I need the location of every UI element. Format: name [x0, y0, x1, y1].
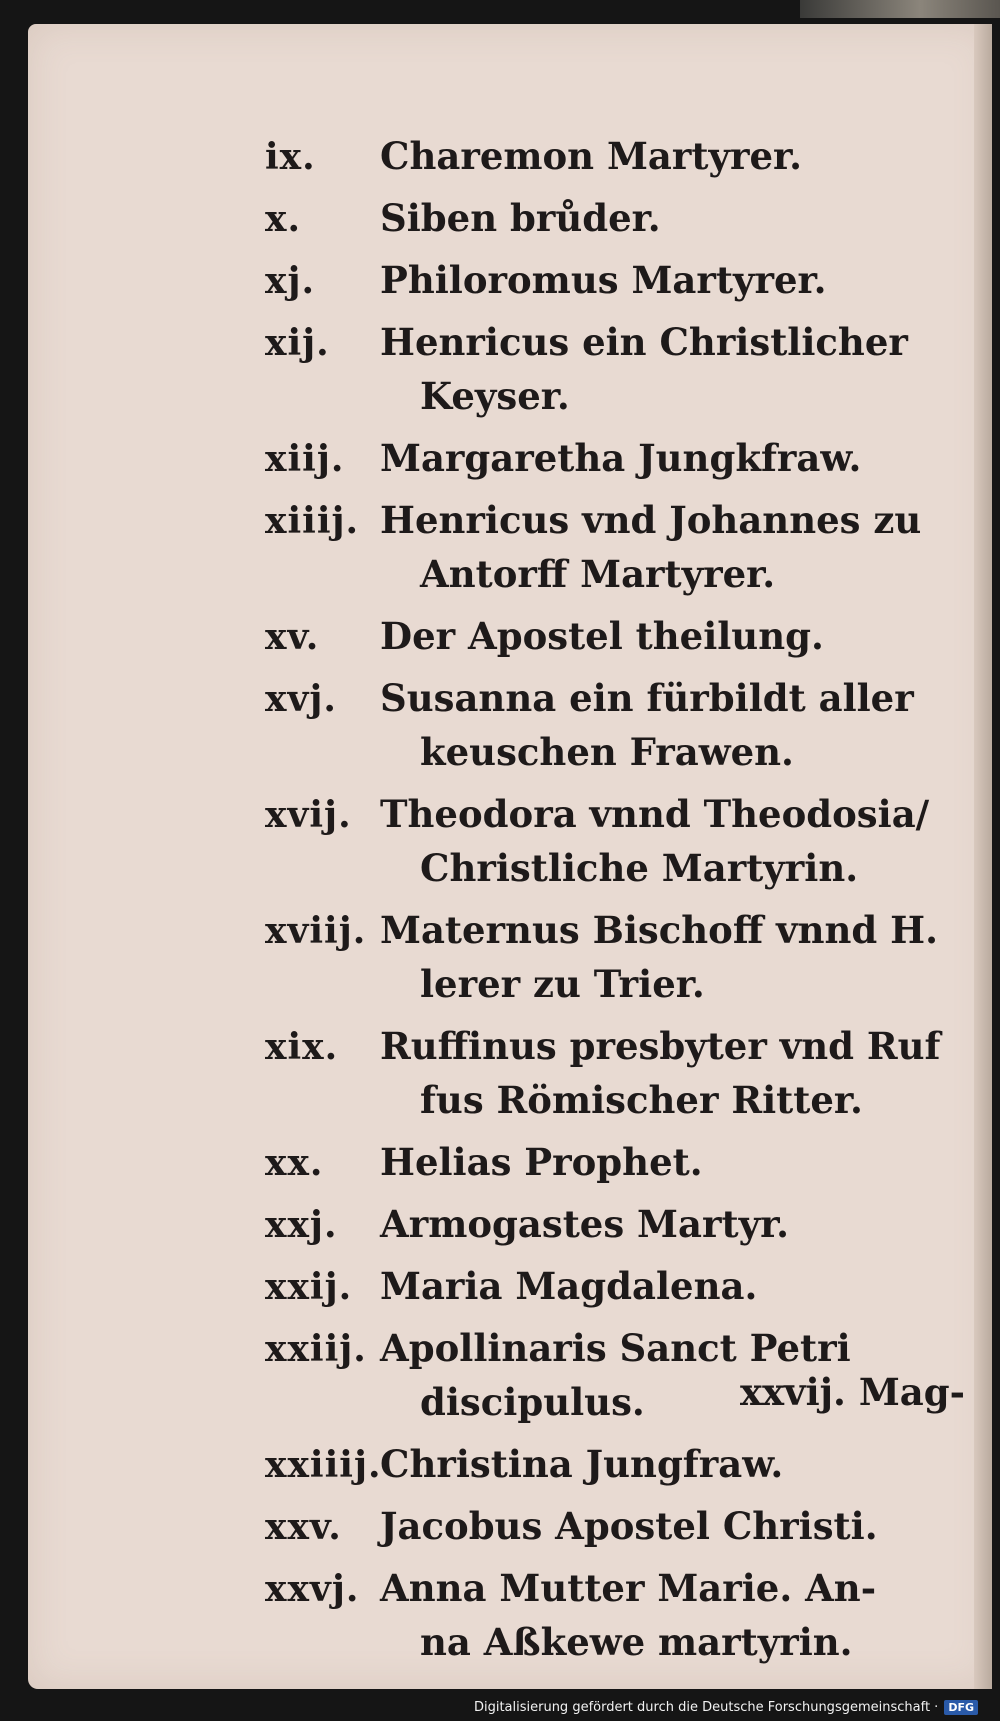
calendar-entry	[265, 1436, 955, 1492]
calendar-entry	[265, 492, 955, 548]
page-edge	[974, 24, 992, 1689]
day-numeral: xviij.	[265, 910, 367, 952]
saint-name: Philoromus Martyrer.	[380, 258, 827, 302]
calendar-entry	[265, 252, 955, 308]
calendar-entry	[265, 190, 955, 246]
saint-name: Maria Magdalena.	[380, 1264, 758, 1308]
saint-name-continuation: lerer zu Trier.	[420, 962, 705, 1006]
day-numeral: xvj.	[265, 678, 337, 720]
saint-name: Anna Mutter Marie. An-	[380, 1566, 877, 1610]
saint-name: Theodora vnnd Theodosia/	[380, 792, 930, 836]
footer-text: Digitalisierung gefördert durch die Deutsche Forschungsgemeinschaft ·	[473, 1700, 939, 1715]
calendar-entry	[265, 1498, 955, 1554]
saint-name: Ruffinus presbyter vnd Ruf	[380, 1024, 941, 1068]
day-numeral: ix.	[265, 136, 316, 178]
saint-name: Helias Prophet.	[380, 1140, 703, 1184]
saint-name: Siben brůder.	[380, 196, 661, 240]
calendar-entry	[265, 902, 955, 958]
day-numeral: xiiij.	[265, 500, 360, 542]
saint-name: Christina Jungfraw.	[380, 1442, 784, 1486]
day-numeral: xiij.	[265, 438, 345, 480]
saint-name-continuation: fus Römischer Ritter.	[420, 1078, 863, 1122]
day-numeral: xxiij.	[265, 1328, 367, 1370]
calendar-entry	[265, 1258, 955, 1314]
calendar-entry	[265, 128, 955, 184]
saint-name-continuation: Christliche Martyrin.	[420, 846, 859, 890]
saint-name: Susanna ein fürbildt aller	[380, 676, 914, 720]
saint-name: Apollinaris Sanct Petri	[380, 1326, 851, 1370]
saint-name-continuation: Antorff Martyrer.	[420, 552, 776, 596]
saint-name-continuation: discipulus.	[420, 1380, 645, 1424]
day-numeral: xij.	[265, 322, 330, 364]
day-numeral: xxiiij.	[265, 1444, 382, 1486]
catchword: xxvij. Mag-	[740, 1370, 965, 1414]
calendar-entry	[265, 1320, 955, 1376]
calendar-entries	[265, 128, 955, 1676]
binding-strip	[800, 0, 1000, 18]
saint-name: Maternus Bischoff vnnd H.	[380, 908, 938, 952]
calendar-entry	[265, 1196, 955, 1252]
footer	[474, 1700, 978, 1715]
saint-name-continuation: na Aßkewe martyrin.	[420, 1620, 853, 1664]
day-numeral: xv.	[265, 616, 320, 658]
calendar-entry	[265, 786, 955, 842]
saint-name-continuation: keuschen Frawen.	[420, 730, 794, 774]
saint-name: Charemon Martyrer.	[380, 134, 802, 178]
day-numeral: xxvj.	[265, 1568, 360, 1610]
saint-name: Henricus ein Christlicher	[380, 320, 908, 364]
saint-name: Jacobus Apostel Christi.	[380, 1504, 878, 1548]
calendar-entry	[265, 1018, 955, 1074]
day-numeral: xj.	[265, 260, 316, 302]
dfg-logo: DFG	[944, 1700, 978, 1715]
calendar-entry	[265, 608, 955, 664]
day-numeral: xxij.	[265, 1266, 353, 1308]
saint-name: Der Apostel theilung.	[380, 614, 824, 658]
day-numeral: xxj.	[265, 1204, 338, 1246]
saint-name: Armogastes Martyr.	[380, 1202, 790, 1246]
calendar-entry	[265, 670, 955, 726]
calendar-entry	[265, 1560, 955, 1616]
day-numeral: xx.	[265, 1142, 324, 1184]
day-numeral: xxv.	[265, 1506, 342, 1548]
calendar-entry	[265, 1134, 955, 1190]
saint-name: Margaretha Jungkfraw.	[380, 436, 862, 480]
calendar-entry	[265, 430, 955, 486]
day-numeral: xix.	[265, 1026, 339, 1068]
saint-name: Henricus vnd Johannes zu	[380, 498, 922, 542]
day-numeral: x.	[265, 198, 301, 240]
calendar-entry	[265, 314, 955, 370]
day-numeral: xvij.	[265, 794, 352, 836]
saint-name-continuation: Keyser.	[420, 374, 570, 418]
